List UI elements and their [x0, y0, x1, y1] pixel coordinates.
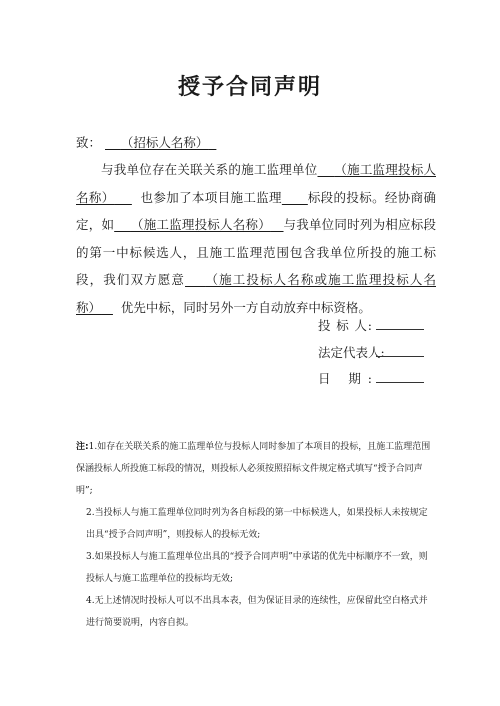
document-title: 授予合同声明 [177, 75, 322, 100]
body-text-2: 也参加了本项目施工监理 [140, 189, 282, 205]
addressee-field: （招标人名称） [120, 135, 209, 150]
note-3: 3.如果投标人与施工监理单位出具的“授予合同声明”中承诺的优先中标顺序不一致，则投标人与施工监理单位的投标均无效; [86, 552, 428, 584]
note-2: 2.当投标人与施工监理单位同时列为各自标段的第一中标候选人，如果投标人未按规定出具“授予合同声明”，则投标人的投标无效; [86, 508, 428, 540]
declaration-body [76, 156, 436, 321]
representative-label: 法定代表人: [318, 345, 385, 360]
section-blank [282, 190, 308, 205]
priority-bidder-field: （施工投标人名称或施工监理投标人名称） [76, 272, 436, 315]
notes-section [76, 436, 436, 634]
body-text-4: 与我单位同时列为相应标段的第一中标候选人，且施工监理范围包含我单位所投的施工标段，我们双方愿意 [76, 217, 436, 287]
supervisor-name-field-1: （施工监理投标人名称） [76, 162, 436, 205]
bidder-line [376, 318, 424, 330]
signature-bidder [318, 316, 424, 334]
note-4: 4.无上述情况时投标人可以不出具本表，但为保证目录的连续性，应保留此空白格式并进行简要说明，内容自拟。 [86, 596, 428, 628]
addressee-line [76, 133, 216, 151]
date-line [376, 371, 424, 383]
bidder-label: 投 标 人: [318, 318, 372, 333]
note-1: 注:1.如存在关联关系的施工监理单位与投标人同时参加了本项目的投标，且施工监理范围保涵投标人所投施工标段的情况，则投标人必须按照招标文件规定格式填写“授予合同声明”; [76, 442, 431, 496]
signature-date [318, 369, 424, 387]
addressee-prefix: 致： [76, 135, 102, 150]
date-label: 日 期: [318, 371, 372, 386]
signature-representative [318, 343, 424, 361]
supervisor-name-field-2: （施工监理投标人名称） [130, 217, 271, 232]
body-text-3: 标段的投标。经协商确定，如 [76, 189, 436, 232]
representative-line [376, 345, 424, 357]
body-text-5: 优先中标，同时另外一方自动放弃中标资格。 [120, 299, 371, 315]
body-text-1: 与我单位存在关联关系的施工监理单位 [101, 162, 318, 177]
notes-prefix: 注: [76, 442, 89, 452]
